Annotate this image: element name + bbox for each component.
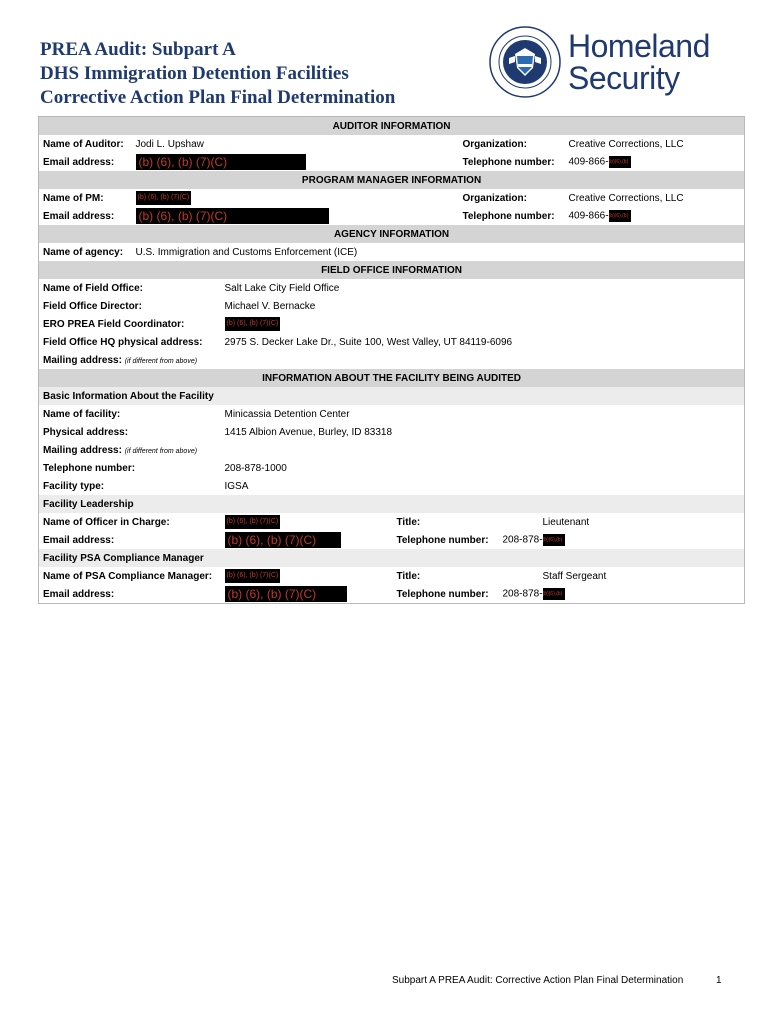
section-field-office-information: FIELD OFFICE INFORMATION <box>39 261 745 279</box>
field-office-name-label: Name of Field Office: <box>43 282 144 294</box>
brand-line-2: Security <box>568 60 680 96</box>
homeland-security-wordmark <box>568 30 710 94</box>
field-office-hq-label: Field Office HQ physical address: <box>43 336 203 348</box>
section-facility-information: INFORMATION ABOUT THE FACILITY BEING AUDITED <box>39 369 745 387</box>
field-office-hq-value: 2975 S. Decker Lake Dr., Suite 100, West Valley, UT 84119-6096 <box>224 336 513 348</box>
title-line-3: Corrective Action Plan Final Determination <box>40 87 396 108</box>
auditor-phone-label: Telephone number: <box>462 156 555 168</box>
pm-phone-label: Telephone number: <box>462 210 555 222</box>
psa-name-label: Name of PSA Compliance Manager: <box>43 570 213 582</box>
psa-email-label: Email address: <box>43 588 115 600</box>
psa-title-value: Staff Sergeant <box>542 570 607 582</box>
facility-name-label: Name of facility: <box>43 408 121 420</box>
document-title <box>40 38 395 110</box>
officer-email-label: Email address: <box>43 534 115 546</box>
officer-title-value: Lieutenant <box>542 516 590 528</box>
ero-coordinator-label: ERO PREA Field Coordinator: <box>43 318 185 330</box>
field-office-mailing-note: (if different from above) <box>124 357 198 365</box>
pm-phone-redacted: (b)(6),(b) <box>609 210 631 222</box>
facility-type-label: Facility type: <box>43 480 105 492</box>
section-agency-information: AGENCY INFORMATION <box>39 225 745 243</box>
auditor-phone-value: 409-866- <box>568 156 609 168</box>
field-office-name-value: Salt Lake City Field Office <box>224 282 340 294</box>
facility-phone-value: 208-878-1000 <box>224 462 287 474</box>
facility-leadership-heading: Facility Leadership <box>39 495 745 513</box>
pm-org-value: Creative Corrections, LLC <box>568 192 684 204</box>
auditor-phone-redacted: (b)(6),(b) <box>609 156 631 168</box>
pm-phone-value: 409-866- <box>568 210 609 222</box>
title-line-1: PREA Audit: Subpart A <box>40 39 236 60</box>
officer-phone-redacted: (b)(6),(b) <box>543 534 565 546</box>
facility-type-value: IGSA <box>224 480 249 492</box>
title-line-2: DHS Immigration Detention Facilities <box>40 63 349 84</box>
auditor-email-label: Email address: <box>43 156 115 168</box>
officer-name-label: Name of Officer in Charge: <box>43 516 170 528</box>
pm-name-redacted: (b) (6), (b) (7)(C) <box>136 191 192 205</box>
facility-mailing-note: (if different from above) <box>124 447 198 455</box>
page-footer: Subpart A PREA Audit: Corrective Action Plan Final Determination <box>392 975 684 986</box>
psa-email-redacted: (b) (6), (b) (7)(C) <box>225 586 347 602</box>
psa-phone-value: 208-878- <box>502 588 543 600</box>
section-program-manager-information: PROGRAM MANAGER INFORMATION <box>39 171 745 189</box>
brand-line-1: Homeland <box>568 28 710 64</box>
facility-name-value: Minicassia Detention Center <box>224 408 350 420</box>
page-number: 1 <box>716 975 722 986</box>
dhs-seal-icon <box>489 26 561 98</box>
officer-email-redacted: (b) (6), (b) (7)(C) <box>225 532 341 548</box>
pm-email-label: Email address: <box>43 210 115 222</box>
officer-title-label: Title: <box>396 516 421 528</box>
field-office-mailing-row <box>39 351 745 369</box>
auditor-email-redacted: (b) (6), (b) (7)(C) <box>136 154 306 170</box>
field-office-director-value: Michael V. Bernacke <box>224 300 316 312</box>
officer-phone-label: Telephone number: <box>396 534 489 546</box>
psa-phone-redacted: (b)(6),(b) <box>543 588 565 600</box>
auditor-org-label: Organization: <box>462 138 527 150</box>
facility-psa-heading: Facility PSA Compliance Manager <box>39 549 745 567</box>
facility-phone-label: Telephone number: <box>43 462 136 474</box>
agency-name-value: U.S. Immigration and Customs Enforcement (ICE) <box>135 246 358 258</box>
pm-email-redacted: (b) (6), (b) (7)(C) <box>136 208 329 224</box>
auditor-name-value: Jodi L. Upshaw <box>135 138 204 150</box>
facility-basic-info-heading: Basic Information About the Facility <box>39 387 745 405</box>
officer-name-redacted: (b) (6), (b) (7)(C) <box>225 515 281 529</box>
agency-name-label: Name of agency: <box>43 246 124 258</box>
officer-phone-value: 208-878- <box>502 534 543 546</box>
section-auditor-information: AUDITOR INFORMATION <box>39 117 745 136</box>
pm-org-label: Organization: <box>462 192 527 204</box>
auditor-org-value: Creative Corrections, LLC <box>568 138 684 150</box>
psa-phone-label: Telephone number: <box>396 588 489 600</box>
field-office-mailing-label: Mailing address: <box>43 354 122 366</box>
facility-physical-label: Physical address: <box>43 426 129 438</box>
auditor-name-label: Name of Auditor: <box>43 138 124 150</box>
pm-name-label: Name of PM: <box>43 192 104 204</box>
psa-title-label: Title: <box>396 570 421 582</box>
ero-coordinator-redacted: (b) (6), (b) (7)(C) <box>225 317 281 331</box>
facility-physical-value: 1415 Albion Avenue, Burley, ID 83318 <box>224 426 393 438</box>
field-office-director-label: Field Office Director: <box>43 300 142 312</box>
facility-mailing-row <box>39 441 745 459</box>
facility-mailing-label: Mailing address: <box>43 444 122 456</box>
audit-info-table <box>38 116 745 604</box>
psa-name-redacted: (b) (6), (b) (7)(C) <box>225 569 281 583</box>
